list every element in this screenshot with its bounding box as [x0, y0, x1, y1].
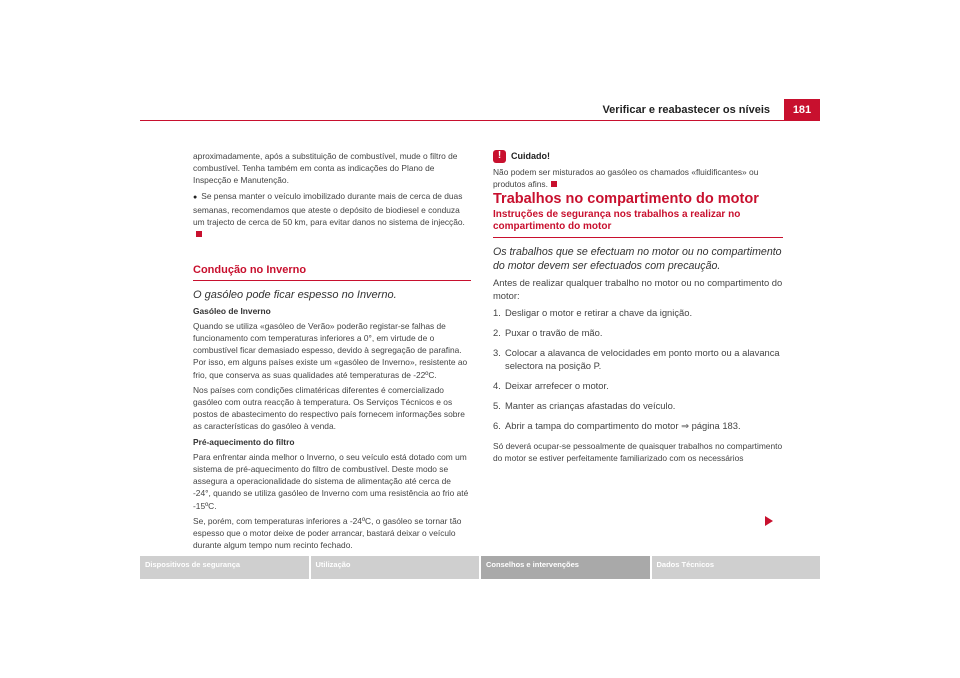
- header-rule: [140, 120, 820, 121]
- end-of-section-icon: [551, 181, 557, 187]
- bullet-icon: ●: [193, 193, 198, 201]
- end-of-section-icon: [196, 231, 202, 237]
- list-item: 4. Deixar arrefecer o motor.: [493, 379, 609, 391]
- footer-tab-technical-data[interactable]: Dados Técnicos: [652, 556, 821, 579]
- note-paragraph: Só deverá ocupar-se pessoalmente de quaisquer trabalhos no compartimento do motor se estiver perfeitamente familiarizado com os necessários: [493, 440, 783, 463]
- intro-paragraph: aproximadamente, após a substituição de combustível, mude o filtro de combustível. Tenha também em conta as indicações do Plano de Inspecção e Manutenção.: [193, 151, 458, 186]
- section-rule: [493, 237, 783, 238]
- page-header-title: Verificar e reabastecer os níveis: [602, 104, 770, 116]
- footer-nav: [140, 556, 820, 579]
- heading-winter-diesel: Gasóleo de Inverno: [193, 305, 271, 316]
- section-subtitle: O gasóleo pode ficar espesso no Inverno.: [193, 288, 397, 301]
- paragraph-filter-2: Se, porém, com temperaturas inferiores a -24ºC, o gasóleo se tornar tão espesso que o motor deixe de poder arrancar, bastará deixar o veículo durante algum tempo num recinto fechado.: [193, 515, 462, 551]
- page-number: 181: [784, 99, 820, 120]
- footer-tab-tips[interactable]: Conselhos e intervenções: [481, 556, 650, 579]
- caution-text: [493, 166, 783, 190]
- page-reference-link[interactable]: Abrir a tampa do compartimento do motor ⇒ página 183.: [505, 419, 741, 431]
- list-item: 2. Puxar o travão de mão.: [493, 326, 603, 338]
- sub-heading: Instruções de segurança nos trabalhos a realizar no compartimento do motor: [493, 208, 741, 233]
- bullet-text: Se pensa manter o veículo imobilizado durante mais de cerca de duas semanas, recomendamos que ateste o depósito de biodiesel e conduza um trajecto de cerca de 50 km, para evitar danos no sistema de injecção.: [193, 190, 465, 228]
- caution-title: Cuidado!: [511, 151, 550, 162]
- list-item: 5. Manter as crianças afastadas do veículo.: [493, 399, 676, 411]
- caution-text-body: Não podem ser misturados ao gasóleo os chamados «fluidificantes» ou produtos afins.: [493, 167, 759, 190]
- paragraph-filter-1: Para enfrentar ainda melhor o Inverno, o seu veículo está dotado com um sistema de pré-aquecimento do filtro de combustível. Deste modo se assegura a operacionalidade do sistema de alimentação até cerca de -24°, quando se utiliza gasóleo de Inverno com uma resistência ao frio até -15ºC.: [193, 451, 469, 511]
- continue-arrow-icon: [765, 516, 773, 526]
- warning-icon: !: [493, 150, 506, 163]
- bullet-item: [193, 190, 471, 241]
- paragraph-winter-diesel-2: Nos países com condições climatéricas diferentes é comercializado gasóleo com outra reacção à temperatura. Os Serviços Técnicos e os postos de abastecimento do respectivo país fornecem informações sobre as características do gasóleo à venda.: [193, 384, 465, 432]
- section-title: Condução no Inverno: [193, 264, 307, 277]
- sub-subtitle: Os trabalhos que se efectuam no motor ou no compartimento do motor devem ser efectuados com precaução.: [493, 245, 782, 272]
- paragraph-winter-diesel-1: Quando se utiliza «gasóleo de Verão» poderão registar-se falhas de funcionamento com temperaturas inferiores a 0°, em virtude de o combustível ficar demasiado espesso, devido à segregação de parafina. Por isso, em alguns países existe um «gasóleo de Inverno», resistente ao frio, que conserva as suas qualidades até temperaturas de -22ºC.: [193, 320, 468, 380]
- steps-list: [493, 306, 783, 432]
- heading-filter-preheat: Pré-aquecimento do filtro: [193, 436, 295, 447]
- section-rule: [193, 280, 471, 281]
- left-column: [193, 150, 471, 554]
- list-item: 1. Desligar o motor e retirar a chave da ignição.: [493, 306, 693, 318]
- caution-header: [493, 150, 783, 163]
- right-column: [493, 150, 783, 467]
- footer-tab-safety[interactable]: Dispositivos de segurança: [140, 556, 309, 579]
- list-item: 3. Colocar a alavanca de velocidades em ponto morto ou a alavanca selectora na posição P.: [493, 346, 780, 371]
- steps-intro: Antes de realizar qualquer trabalho no motor ou no compartimento do motor:: [493, 276, 783, 301]
- main-heading: Trabalhos no compartimento do motor: [493, 191, 759, 208]
- list-item: 6. Abrir a tampa do compartimento do motor ⇒ página 183.: [493, 419, 741, 431]
- footer-tab-usage[interactable]: Utilização: [311, 556, 480, 579]
